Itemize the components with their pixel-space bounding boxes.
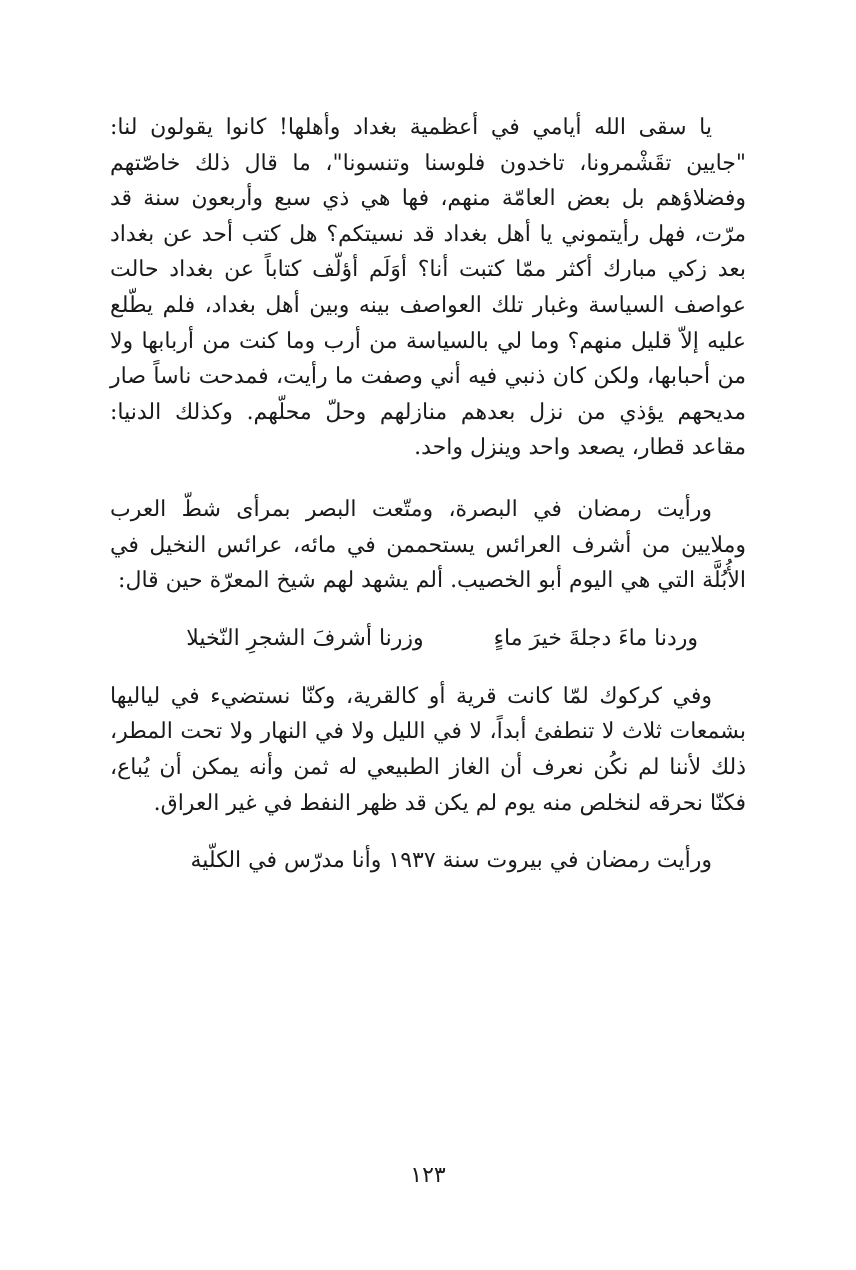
page-number: ١٢٣ <box>410 1163 446 1188</box>
verse-first-hemistich: وردنا ماءَ دجلةَ خيرَ ماءٍ <box>493 625 698 651</box>
paragraph-baghdad: يا سقى الله أيامي في أعظمية بغداد وأهلها! كانوا يقولون لنا: "جايين تقَشْمرونا، تاخدون فلوسنا وتنسونا"، ما قال ذلك خاصّتهم وفضلاؤهم بل بعض العامّة منهم، فها هي ذي سبع وأربعون سنة قد مرّت، فهل رأيتموني يا أهل بغداد قد نسيتكم؟ هل كتب أحد عن بغداد بعد زكي مبارك أكثر ممّا كتبت أنا؟ أوَلَم أؤلّف كتاباً عن بغداد حالت عواصف السياسة وغبار تلك العواصف بينه وبين أهل بغداد، فلم يطّلع عليه إلاّ قليل منهم؟ وما لي بالسياسة من أرب وما كنت من أربابها ولا من أحبابها، ولكن كان ذنبي فيه أني وصفت ما رأيت، فمدحت ناساً صار مديحهم يؤذي من نزل بعدهم منازلهم وحلّ محلّهم. وكذلك الدنيا: مقاعد قطار، يصعد واحد وينزل واحد. <box>110 115 746 461</box>
verse-second-hemistich: وزرنا أشرفَ الشجرِ النّخيلا <box>186 625 424 651</box>
paragraph-kirkuk: وفي كركوك لمّا كانت قرية أو كالقرية، وكنّا نستضيء في لياليها بشمعات ثلاث لا تنطفئ أبداً، لا في الليل ولا في النهار ولا تحت المطر، ذلك لأننا لم نكُن نعرف أن الغاز الطبيعي له ثمن وأنه يمكن أن يُباع، فكنّا نحرقه لنخلص منه يوم لم يكن قد ظهر النفط في غير العراق. <box>110 683 746 816</box>
poetry-verse <box>110 621 746 657</box>
paragraph-beirut: ورأيت رمضان في بيروت سنة ١٩٣٧ وأنا مدرّس في الكلّية <box>190 848 712 874</box>
body-text <box>110 110 746 879</box>
paragraph-basra: ورأيت رمضان في البصرة، ومتّعت البصر بمرأى شطّ العرب وملايين من أشرف العرائس يستحممن في مائه، عرائس النخيل في الأُبُلَّة التي هي اليوم أبو الخصيب. ألم يشهد لهم شيخ المعرّة حين قال: <box>110 496 746 594</box>
